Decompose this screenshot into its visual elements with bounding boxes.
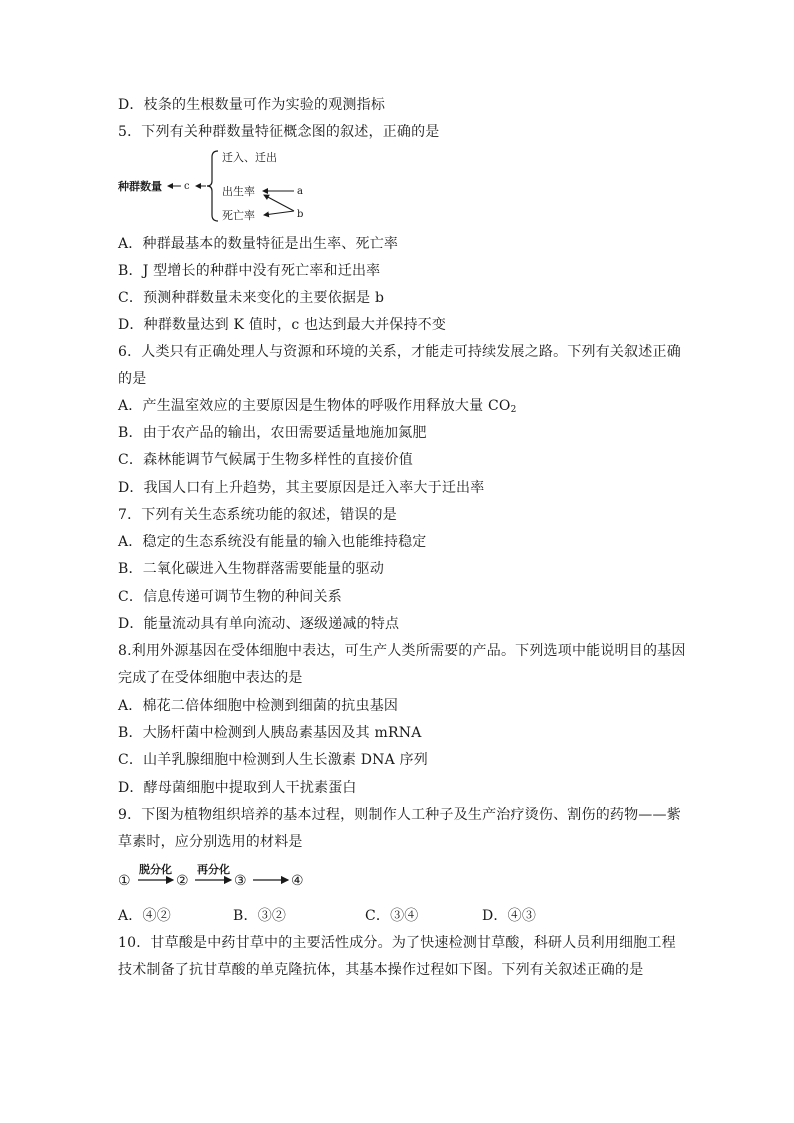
- q7-option-b: B．二氧化碳进入生物群落需要能量的驱动: [118, 561, 385, 577]
- q7-option-a: A．稳定的生态系统没有能量的输入也能维持稳定: [118, 534, 427, 550]
- diagram-b-label: b: [297, 209, 304, 220]
- question-7-stem: 7．下列有关生态系统功能的叙述，错误的是: [118, 507, 397, 523]
- question-6-stem: 6．人类只有正确处理人与资源和环境的关系，才能走可持续发展之路。下列有关叙述正确: [118, 344, 681, 360]
- diagram-migration-label: 迁入、迁出: [222, 151, 277, 164]
- q6-option-b: B．由于农产品的输出，农田需要适量地施加氮肥: [118, 425, 427, 441]
- diagram-birth-label: 出生率: [222, 185, 255, 198]
- flow-step-3: ③: [234, 873, 247, 889]
- q8-option-a: A．棉花二倍体细胞中检测到细菌的抗虫基因: [118, 698, 399, 714]
- q5-option-c: C．预测种群数量未来变化的主要依据是 b: [118, 290, 385, 306]
- q7-option-c: C．信息传递可调节生物的种间关系: [118, 589, 342, 605]
- q5-option-b: B．J 型增长的种群中没有死亡率和迁出率: [118, 263, 381, 279]
- diagram-brace: [207, 151, 218, 221]
- flow-step-4: ④: [291, 873, 304, 889]
- q5-option-d: D．种群数量达到 K 值时，c 也达到最大并保持不变: [118, 317, 447, 333]
- question-10-stem-cont: 技术制备了抗甘草酸的单克隆抗体，其基本操作过程如下图。下列有关叙述正确的是: [118, 962, 644, 978]
- diagram-death-label: 死亡率: [222, 209, 255, 222]
- line-4d: D．枝条的生根数量可作为实验的观测指标: [118, 97, 386, 113]
- q7-option-d: D．能量流动具有单向流动、逐级递减的特点: [118, 616, 400, 632]
- q8-option-d: D．酵母菌细胞中提取到人干扰素蛋白: [118, 780, 357, 796]
- q9-option-b: B．③②: [233, 908, 287, 924]
- q9-option-a: A．④②: [118, 908, 171, 924]
- diagram-population-label: 种群数量: [118, 180, 162, 193]
- q6-option-d: D．我国人口有上升趋势，其主要原因是迁入率大于迁出率: [118, 480, 485, 496]
- q8-option-b: B．大肠杆菌中检测到人胰岛素基因及其 mRNA: [118, 725, 422, 741]
- question-8-stem: 8.利用外源基因在受体细胞中表达，可生产人类所需要的产品。下列选项中能说明目的基因: [118, 643, 686, 659]
- flow-label-dedifferentiation: 脱分化: [139, 863, 172, 876]
- tissue-culture-flow: [118, 860, 318, 892]
- question-9-stem: 9．下图为植物组织培养的基本过程，则制作人工种子及生产治疗烫伤、割伤的药物——紫: [118, 807, 681, 823]
- flow-step-1: ①: [118, 873, 131, 889]
- q9-option-d: D．④③: [482, 908, 537, 924]
- q5-option-a: A．种群最基本的数量特征是出生率、死亡率: [118, 236, 399, 252]
- flow-step-2: ②: [176, 873, 189, 889]
- diagram-c-label: c: [184, 181, 190, 192]
- question-6-stem-cont: 的是: [118, 371, 147, 387]
- question-5-stem: 5．下列有关种群数量特征概念图的叙述，正确的是: [118, 124, 440, 140]
- question-9-stem-cont: 草素时，应分别选用的材料是: [118, 834, 303, 850]
- q6-option-c: C．森林能调节气候属于生物多样性的直接价值: [118, 452, 413, 468]
- q6-option-a-text: A．产生温室效应的主要原因是生物体的呼吸作用释放大量 CO: [118, 398, 511, 414]
- flow-label-redifferentiation: 再分化: [197, 863, 230, 876]
- q6-option-a: [118, 396, 517, 416]
- co2-subscript: 2: [510, 405, 517, 415]
- q8-option-c: C．山羊乳腺细胞中检测到人生长激素 DNA 序列: [118, 752, 428, 768]
- question-10-stem: 10．甘草酸是中药甘草中的主要活性成分。为了快速检测甘草酸，科研人员利用细胞工程: [118, 935, 676, 951]
- question-8-stem-cont: 完成了在受体细胞中表达的是: [118, 670, 303, 686]
- population-concept-diagram: [116, 145, 316, 225]
- q9-option-c: C．③④: [365, 908, 419, 924]
- diagram-a-label: a: [297, 186, 303, 197]
- q9-options: [118, 906, 678, 926]
